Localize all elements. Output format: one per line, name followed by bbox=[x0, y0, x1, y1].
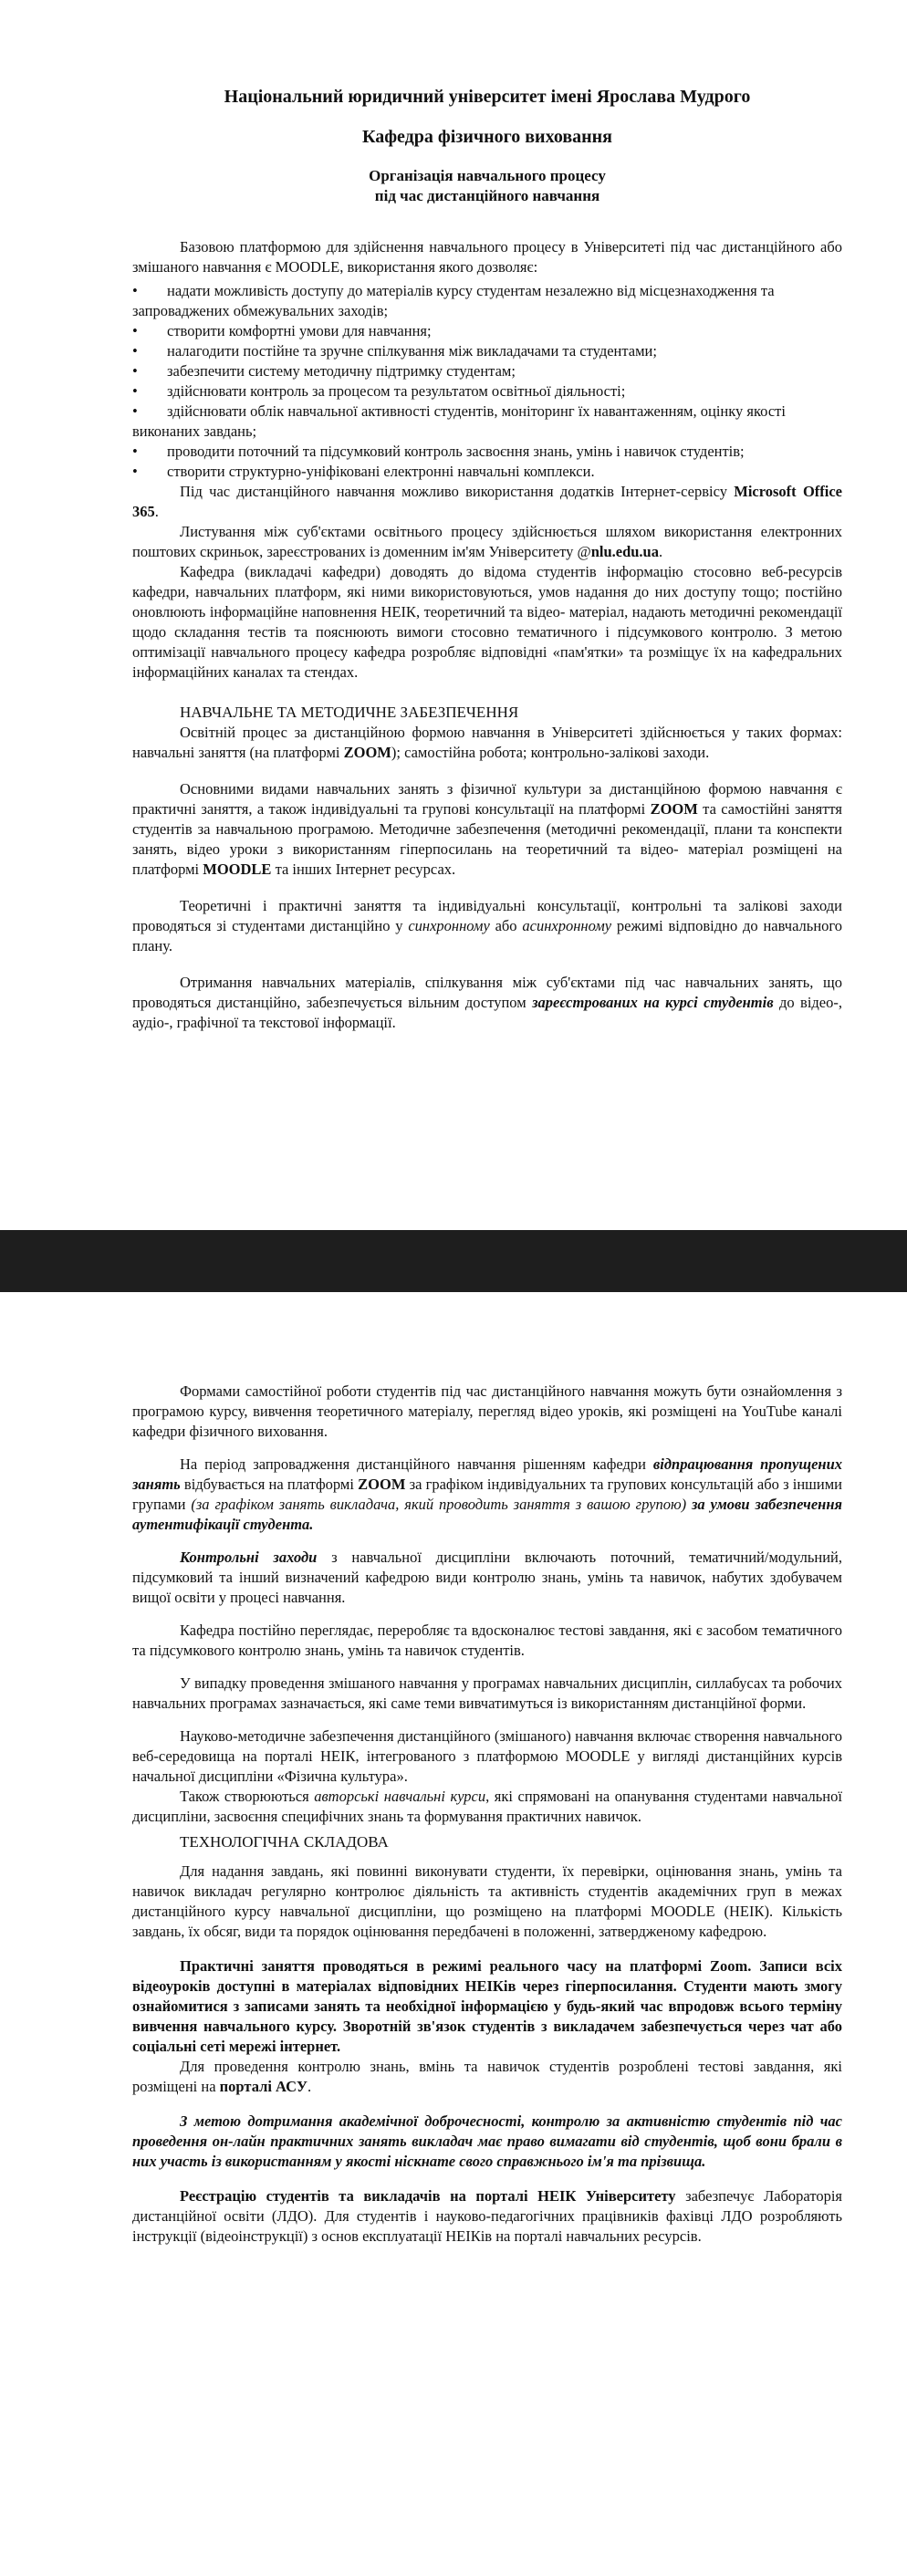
integrity-paragraph: З метою дотримання академічної доброчесності, контролю за активністю студентів під час проведення он-лайн практичних занять викладач має право вимагати від студентів, щоб вони брали в них участь із використанням у якості ніскнате свого справжнього ім'я та прізвища. bbox=[132, 2112, 842, 2170]
tests-review-paragraph: Кафедра постійно переглядає, переробляє та вдосконалює тестові завдання, які є засобом тематичного та підсумкового контролю знань, умінь та навичок студентів. bbox=[132, 1622, 842, 1659]
forms-paragraph: Освітній процес за дистанційною формою навчання в Університеті здійснюється у таких формах: навчальні заняття (на платформі ZOOM); самостійна робота; контрольно-залікові заходи. bbox=[132, 724, 842, 761]
bullet-icon: • bbox=[132, 282, 138, 299]
bullet-icon: • bbox=[132, 443, 138, 460]
registration-paragraph: Реєстрацію студентів та викладачів на порталі НЕІК Університету забезпечує Лабораторія дистанційної освіти (ЛДО). Для студентів і науково-педагогічних працівників фахівці ЛДО розробляють інструкції (відеоінструкції) з основ експлуатації НЕІКів на порталі навчальних ресурсів. bbox=[132, 2187, 842, 2245]
page-2 bbox=[0, 1292, 907, 2576]
department-name: Кафедра фізичного виховання bbox=[361, 127, 612, 147]
missed-classes-paragraph: На період запровадження дистанційного навчання рішенням кафедри відпрацювання пропущених занять відбувається на платформі ZOOM за графіком індивідуальних та групових консультацій або з іншими групами (за графіком занять викладача, який проводить заняття з вашою групою) за умови забезпечення аутентифікації студента. bbox=[132, 1455, 842, 1533]
bullet-icon: • bbox=[132, 362, 138, 380]
tasks-paragraph: Для надання завдань, які повинні виконувати студенти, їх перевірки, оцінювання знань, умінь та навичок викладач регулярно контролює діяльність та активність студентів академічних груп в межах дистанційного курсу навчальної дисципліни, що розміщено на платформі MOODLE (НЕІК). Кількість завдань, їх обсяг, види та порядок оцінювання передбачені в положенні, затвердженому кафедрою. bbox=[132, 1862, 842, 1940]
page-1 bbox=[0, 0, 907, 1230]
materials-paragraph: Отримання навчальних матеріалів, спілкування між суб'єктами під час навчальних занять, що проводяться дистанційно, забезпечується вільним доступом зареєстрованих на курсі студентів до відео-, аудіо-, графічної та текстової інформації. bbox=[132, 974, 842, 1031]
doc-title-line2: під час дистанційного навчання bbox=[374, 187, 600, 204]
page-separator bbox=[0, 1230, 907, 1292]
list-item: • створити структурно-уніфіковані електронні навчальні комплекси. bbox=[132, 463, 595, 480]
self-study-paragraph: Формами самостійної роботи студентів під час дистанційного навчання можуть бути ознайомлення з програмою курсу, вивчення теоретичного матеріалу, перегляд відео уроків, які розміщені на YouTube каналі кафедри фізичного виховання. bbox=[132, 1382, 842, 1440]
university-name: Національний юридичний університет імені Ярослава Мудрого bbox=[224, 87, 751, 107]
section-title-technology: ТЕХНОЛОГІЧНА СКЛАДОВА bbox=[180, 1833, 389, 1851]
scientific-methods-paragraph: Науково-методичне забезпечення дистанційного (змішаного) навчання включає створення навчального веб-середовища на порталі НЕІК, інтегрованого з платформою MOODLE у вигляді дистанційних курсів начальної дисципліни «Фізична культура». bbox=[132, 1727, 842, 1785]
bullet-icon: • bbox=[132, 382, 138, 400]
asu-paragraph: Для проведення контролю знань, вмінь та навичок студентів розроблені тестові завдання, які розміщені на порталі АСУ. bbox=[132, 2058, 842, 2095]
mixed-learning-paragraph: У випадку проведення змішаного навчання у програмах навчальних дисциплін, силлабусах та робочих навчальних програмах зазначається, які саме теми вивчатимуться із використанням дистанційної форми. bbox=[132, 1674, 842, 1712]
doc-title-line1: Організація навчального процесу bbox=[369, 167, 606, 184]
bullet-icon: • bbox=[132, 402, 138, 420]
list-item: • здійснювати облік навчальної активності студентів, моніторинг їх навантаженням, оцінку якості виконаних завдань; bbox=[132, 402, 786, 440]
list-item: • здійснювати контроль за процесом та результатом освітньої діяльності; bbox=[132, 382, 626, 400]
bullet-icon: • bbox=[132, 342, 138, 360]
list-item: • надати можливість доступу до матеріалів курсу студентам незалежно від місцезнаходження та запроваджених обмежувальних заходів; bbox=[132, 282, 775, 319]
control-paragraph: Контрольні заходи з навчальної дисципліни включають поточний, тематичний/модульний, підсумковий та інший визначений кафедрою види контролю знань, умінь та навичок, набутих здобувачем вищої освіти у процесі навчання. bbox=[132, 1549, 842, 1606]
list-item: • налагодити постійне та зручне спілкування між викладачами та студентами; bbox=[132, 342, 657, 360]
capabilities-list bbox=[132, 281, 842, 482]
department-paragraph: Кафедра (викладачі кафедри) доводять до відома студентів інформацію стосовно веб-ресурсів кафедри, навчальних платформ, які ними використовуються, умов надання до них доступу тощо; постійно оновлюють інформаційне наповнення НЕІК, теоретичний та відео- матеріал, надають методичні рекомендації щодо складання тестів та пояснюють вимоги стосовно тематичного і підсумкового контролю. З метою оптимізації навчального процесу кафедра розробляє відповідні «пам'ятки» та розміщує їх на кафедральних інформаційних каналах та стендах. bbox=[132, 563, 842, 681]
bullet-icon: • bbox=[132, 322, 138, 339]
intro-paragraph: Базовою платформою для здійснення навчального процесу в Університеті під час дистанційного або змішаного навчання є MOODLE, використання якого дозволяє: bbox=[132, 238, 842, 276]
main-types-paragraph: Основними видами навчальних занять з фізичної культури за дистанційною формою навчання є практичні заняття, а також індивідуальні та групові консультації на платформі ZOOM та самостійні заняття студентів за навчальною програмою. Методичне забезпечення (методичні рекомендації, плани та конспекти занять, відео уроки з використанням гіперпосилань на теоретичний та відео- матеріал розміщені на платформі MOODLE та інших Інтернет ресурсах. bbox=[132, 780, 843, 878]
list-item: • створити комфортні умови для навчання; bbox=[132, 322, 432, 339]
page-1-content bbox=[132, 84, 842, 1033]
office-paragraph: Під час дистанційного навчання можливо використання додатків Інтернет-сервісу Microsoft Office 365. bbox=[132, 483, 842, 520]
list-item: • забезпечити систему методичну підтримку студентам; bbox=[132, 362, 516, 380]
practical-classes-paragraph: Практичні заняття проводяться в режимі реального часу на платформі Zoom. Записи всіх відеоуроків доступні в матеріалах відповідних НЕІКів через гіперпосилання. Студенти мають змогу ознайомитися з записами занять та необхідної інформацією у будь-який час впродовж всього терміну вивчення навчального курсу. Зворотній зв'язок студентів з викладачем забезпечується через чат або соціальні сеті мережі інтернет. bbox=[132, 1957, 842, 2055]
bullet-icon: • bbox=[132, 463, 138, 480]
section-title-methodology: НАВЧАЛЬНЕ ТА МЕТОДИЧНЕ ЗАБЕЗПЕЧЕННЯ bbox=[180, 704, 519, 721]
theory-paragraph: Теоретичні і практичні заняття та індивідуальні консультації, контрольні та залікові заходи проводяться зі студентами дистанційно у синхронному або асинхронному режимі відповідно до навчального плану. bbox=[132, 897, 843, 954]
mail-paragraph: Листування між суб'єктами освітнього процесу здійснюється шляхом використання електронних поштових скриньок, зареєстрованих із доменним ім'ям Університету @nlu.edu.ua. bbox=[132, 523, 842, 560]
author-courses-paragraph: Також створюються авторські навчальні курси, які спрямовані на опанування студентами навчальної дисципліни, засвоєння специфічних знань та формування практичних навичок. bbox=[132, 1788, 842, 1825]
page-2-content bbox=[132, 1382, 842, 2247]
list-item: • проводити поточний та підсумковий контроль засвоєння знань, умінь і навичок студентів; bbox=[132, 443, 745, 460]
